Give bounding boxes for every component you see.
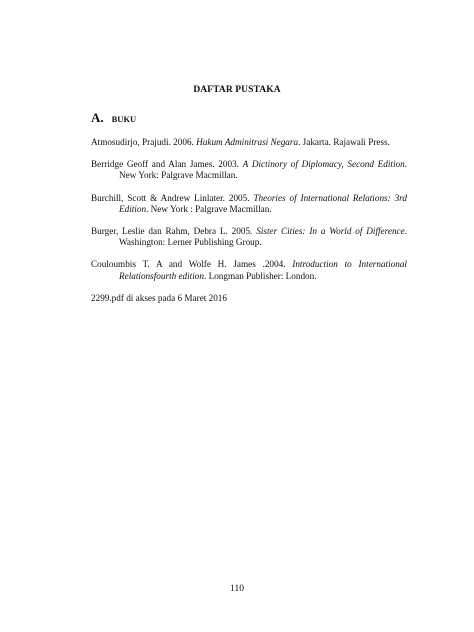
reference-title: Theories of International Relations: 3rd Edition: [119, 192, 407, 214]
reference-publisher: . New York : Palgrave Macmillan.: [146, 203, 272, 214]
reference-title: Introduction to International Relationsfourth edition: [119, 259, 407, 281]
reference-item: [91, 193, 407, 215]
reference-title: A Dictinory of Diplomacy, Second Edition: [242, 159, 405, 170]
reference-item: [91, 226, 407, 248]
reference-item: [91, 137, 407, 148]
reference-publisher: . Washington: Lerner Publishing Group.: [119, 226, 407, 248]
reference-text: Burchill, Scott & Andrew Linlater. 2005.: [91, 192, 254, 203]
reference-publisher: . Jakarta. Rajawali Press.: [298, 137, 390, 147]
reference-publisher: . Longman Publisher: London.: [203, 270, 317, 281]
section-label: BUKU: [111, 114, 137, 124]
reference-publisher: . New York: Palgrave Macmillan.: [119, 159, 407, 181]
reference-title: Sister Cities: In a World of Difference: [256, 226, 405, 237]
page-number: 110: [230, 584, 244, 594]
section-heading: [91, 109, 136, 127]
reference-text: 2299.pdf di akses pada 6 Maret 2016: [91, 292, 227, 303]
reference-text: Berridge Geoff and Alan James. 2003.: [91, 159, 243, 170]
reference-list: [91, 137, 407, 315]
reference-text: Atmosudirjo, Prajudi. 2006.: [91, 137, 197, 147]
reference-title: Hukum Adminitrasi Negara: [196, 137, 299, 147]
reference-item: [91, 293, 407, 304]
reference-item: [91, 159, 407, 181]
reference-text: Couloumbis T. A and Wolfe H. James .2004.: [91, 259, 293, 270]
page-title: DAFTAR PUSTAKA: [193, 85, 281, 95]
section-letter: A.: [91, 110, 104, 125]
reference-text: Burger, Leslie dan Rahm, Debra L. 2005.: [91, 226, 257, 237]
reference-item: [91, 259, 407, 281]
